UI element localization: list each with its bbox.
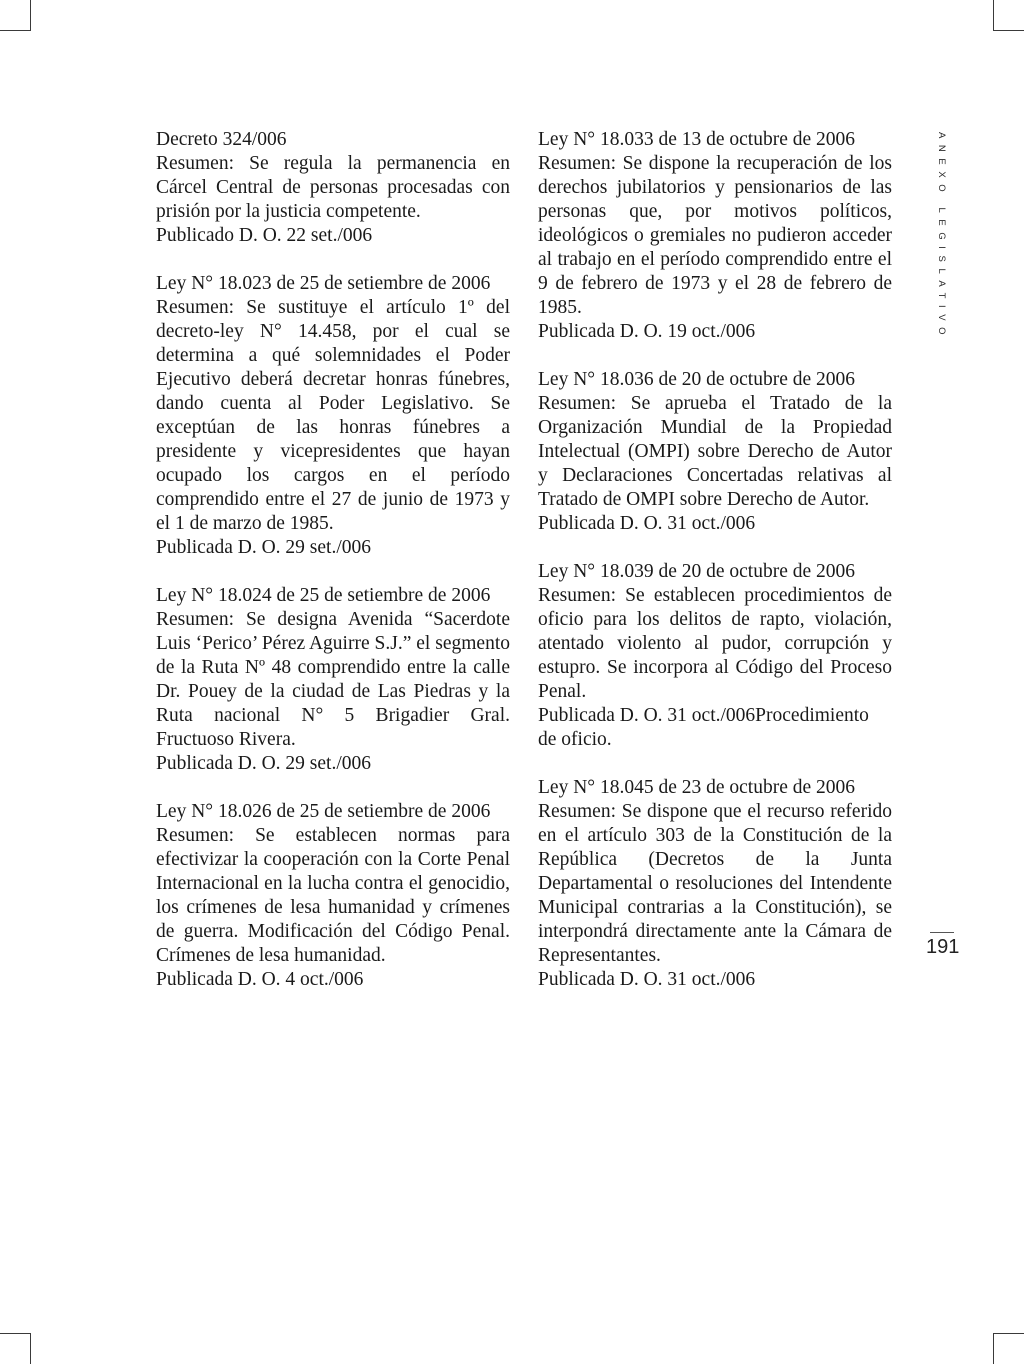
crop-mark-top-right-horizontal (993, 30, 1024, 31)
crop-mark-top-left-vertical (30, 0, 31, 31)
entry-summary: Resumen: Se regula la permanencia en Cárcel Central de personas procesadas con prisión por la justicia competente. (156, 153, 510, 222)
entry-title: Ley N° 18.039 de 20 de octubre de 2006 (538, 561, 856, 582)
entry-summary: Resumen: Se establecen procedimientos de oficio para los delitos de rapto, violación, atentado violento al pudor, corrupción y estupro. Se incorpora al Código del Proceso Penal. (538, 585, 892, 702)
entry-summary: Resumen: Se designa Avenida “Sacerdote Luis ‘Perico’ Pérez Aguirre S.J.” el segmento de la Ruta Nº 48 comprendido entre la calle Dr. Pouey de la ciudad de Las Piedras y la Ruta nacional N° 5 Brigadier Gral. Fructuoso Rivera. (156, 609, 510, 750)
crop-mark-top-left-horizontal (0, 30, 31, 31)
entry-summary: Resumen: Se sustituye el artículo 1º del decreto-ley N° 14.458, por el cual se determina a qué solemnidades el Poder Ejecutivo deberá decretar honras fúnebres, dando cuenta al Poder Legislativo. Se exceptúan de las honras fúnebres a presidente y vicepresidentes que hayan ocupado los cargos en el período comprendido entre el 27 de junio de 1973 y el 1 de marzo de 1985. (156, 297, 510, 534)
entry-summary: Resumen: Se establecen normas para efectivizar la cooperación con la Corte Penal Internacional en la lucha contra el genocidio, los crímenes de lesa humanidad y crímenes de guerra. Modificación del Código Penal. Crímenes de lesa humanidad. (156, 825, 510, 966)
entry-title: Ley N° 18.045 de 23 de octubre de 2006 (538, 777, 856, 798)
entry-title: Ley N° 18.023 de 25 de setiembre de 2006 (156, 273, 491, 294)
legislation-entry (538, 128, 892, 344)
crop-mark-top-right-vertical (993, 0, 994, 31)
entry-published: Publicada D. O. 19 oct./006 (538, 321, 756, 342)
entry-published: Publicada D. O. 31 oct./006 (538, 513, 756, 534)
crop-mark-bottom-left-vertical (30, 1333, 31, 1364)
legislation-entry (538, 776, 892, 992)
entry-title: Ley N° 18.024 de 25 de setiembre de 2006 (156, 585, 491, 606)
section-side-label: ANEXO LEGISLATIVO (936, 132, 947, 342)
legislation-entry (538, 560, 892, 752)
crop-mark-bottom-left-horizontal (0, 1333, 31, 1334)
legislation-entry (538, 368, 892, 536)
left-column (156, 128, 510, 1016)
entry-summary: Resumen: Se aprueba el Tratado de la Organización Mundial de la Propiedad Intelectual (OMPI) sobre Derecho de Autor y Declaraciones Concertadas relativas al Tratado de OMPI sobre Derecho de Autor. (538, 393, 892, 510)
entry-summary: Resumen: Se dispone que el recurso referido en el artículo 303 de la Constitución de la República (Decretos de la Junta Departamental o resoluciones del Intendente Municipal contrarias a la Constitución), se interpondrá directamente ante la Cámara de Representantes. (538, 801, 892, 966)
entry-published: Publicada D. O. 29 set./006 (156, 753, 372, 774)
legislation-entry (156, 272, 510, 560)
legislation-entry (156, 800, 510, 992)
entry-published: Publicada D. O. 31 oct./006Procedimiento de oficio. (538, 705, 869, 750)
entry-title: Ley N° 18.033 de 13 de octubre de 2006 (538, 129, 856, 150)
entry-summary: Resumen: Se dispone la recuperación de los derechos jubilatorios y pensionarios de las personas que, por motivos políticos, ideológicos o gremiales no pudieron acceder al trabajo en el período comprendido entre el 9 de febrero de 1973 y el 28 de febrero de 1985. (538, 153, 892, 318)
entry-published: Publicada D. O. 29 set./006 (156, 537, 372, 558)
entry-title: Ley N° 18.026 de 25 de setiembre de 2006 (156, 801, 491, 822)
crop-mark-bottom-right-vertical (993, 1333, 994, 1364)
entry-title: Decreto 324/006 (156, 129, 287, 150)
entry-published: Publicado D. O. 22 set./006 (156, 225, 373, 246)
entry-published: Publicada D. O. 31 oct./006 (538, 969, 756, 990)
entry-published: Publicada D. O. 4 oct./006 (156, 969, 364, 990)
crop-mark-bottom-right-horizontal (993, 1333, 1024, 1334)
page-number: 191 (926, 936, 960, 958)
legislation-entry (156, 128, 510, 248)
legislation-entry (156, 584, 510, 776)
entry-title: Ley N° 18.036 de 20 de octubre de 2006 (538, 369, 856, 390)
right-column (538, 128, 892, 1016)
page-number-rule (930, 932, 954, 933)
